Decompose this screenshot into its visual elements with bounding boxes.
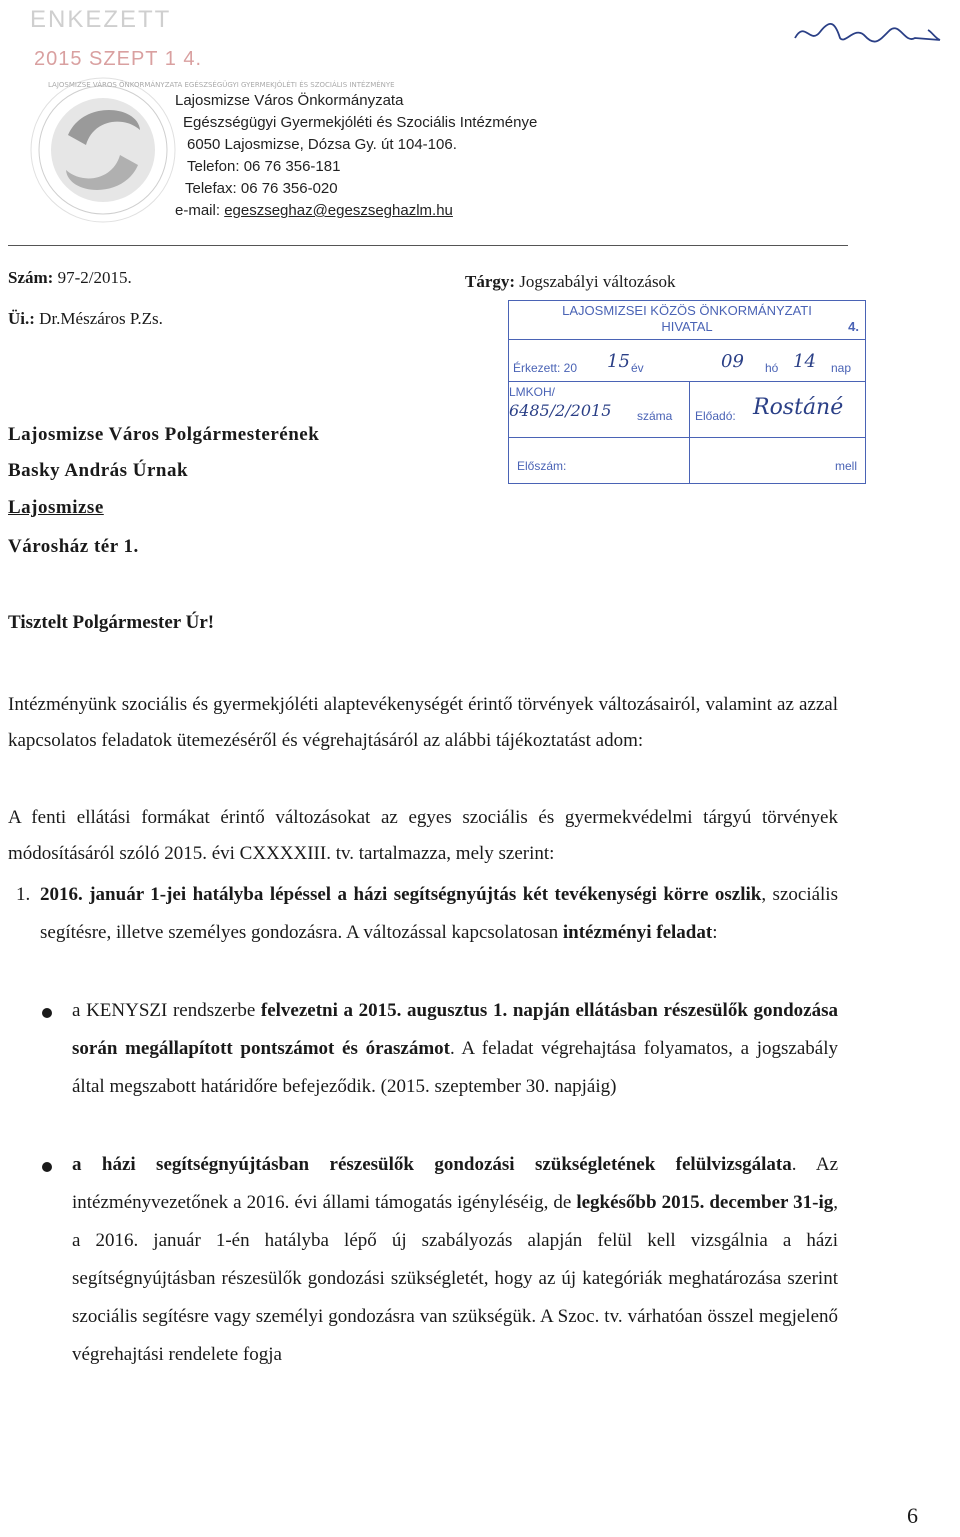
contact-person: [8, 309, 163, 329]
stamp-title1: LAJOSMIZSEI KÖZÖS ÖNKORMÁNYZATI: [562, 303, 812, 318]
bullet-2-bold: a házi segítségnyújtásban részesülők gondozási szükségletének felülvizsgálata: [72, 1154, 792, 1175]
subject: [465, 272, 676, 292]
institution-address: 6050 Lajosmizse, Dózsa Gy. út 104-106.: [187, 136, 457, 153]
stamp-day: 14: [793, 351, 816, 372]
stamp-divider: [509, 381, 865, 382]
institution-fax: Telefax: 06 76 356-020: [185, 180, 338, 197]
item-1-rest: , szociális segítésre, illetve személyes gondozásra. A változással kapcsolatosan: [40, 884, 838, 943]
item-number: 1.: [16, 884, 31, 905]
stamp-month: 09: [721, 351, 744, 372]
stamp-received-row: [509, 351, 865, 379]
addressee-line1: [8, 424, 319, 446]
stamp-nap-label: nap: [831, 361, 852, 375]
stamp-title2: HIVATAL: [661, 319, 713, 334]
bullet-1-bold: felvezetni a 2015. augusztus 1. napján ellátásban részesülők gondozása során megállapított pontszámot és óraszámot: [72, 1000, 838, 1059]
bullet-1-rest: . A feladat végrehajtása folyamatos, a jogszabály által megszabott határidőre befejeződik. (2015. szeptember 30. napjáig): [72, 1038, 838, 1097]
email-link[interactable]: egeszseghaz@egeszseghazlm.hu: [224, 202, 453, 219]
institution-name: Lajosmizse Város Önkormányzata: [175, 92, 404, 109]
stamp-vertical-divider: [689, 381, 690, 483]
header-divider: [8, 245, 848, 246]
item-1-text: [40, 876, 838, 952]
bullet-2-mid: . Az intézményvezetőnek a 2016. évi állami támogatás igényléséig, de: [72, 1154, 839, 1213]
item-1-end: :: [712, 922, 718, 943]
item-1-bold2: intézményi feladat: [562, 922, 713, 943]
stamp-szama-label: száma: [637, 409, 673, 423]
addressee-line3: [8, 497, 104, 519]
stamp-divider: [509, 437, 865, 438]
addressee-city: Lajosmizse: [8, 497, 104, 518]
body-paragraph-1: Intézményünk szociális és gyermekjóléti alaptevékenységét érintő törvények változásairól, valamint az azzal kapcsolatos feladatok ütemezéséről és végrehajtásáról az alábbi tájékoztatást adom:: [8, 694, 838, 751]
stamp-eloado-label: Előadó:: [695, 409, 736, 423]
stamp-ev-label: év: [631, 361, 644, 375]
addressee-line2: [8, 460, 188, 482]
bullet-item-1: [72, 992, 838, 1106]
szam-label: Szám:: [8, 268, 54, 287]
stamp-file-number: 6485/2/2015: [509, 401, 612, 420]
stamp-file-row: [509, 395, 865, 431]
stamp-divider: [509, 339, 865, 340]
bullet-icon: [42, 1162, 52, 1172]
bullet-icon: [42, 1008, 52, 1018]
stamp-title-num: 4.: [848, 319, 859, 334]
stamp-erkezett-label: Érkezett: 20: [513, 361, 578, 375]
stamp-year: 15: [607, 351, 630, 372]
ui-label: Üi.:: [8, 309, 35, 328]
szam-value: 97-2/2015.: [53, 268, 132, 287]
bullet-item-2: [72, 1146, 838, 1374]
bullet-2-rest: , a 2016. január 1-én hatályba lépő új szabályozás alapján felül kell vizsgálnia a házi segítségnyújtásban részesülők gondozási szükségletét, hogy az új kategóriák meghatározása szerint szociális segítésre vagy személyi gondozásra van szükségük. A Szoc. tv. várhatóan összel megjelenő végrehajtási rendelete fogja: [72, 1192, 838, 1365]
item-1-bold: 2016. január 1-jei hatályba lépéssel a házi segítségnyújtás két tevékenységi körre oszlik: [40, 884, 762, 905]
stamp-ho-label: hó: [765, 361, 779, 375]
stamp-eloszam-label: Előszám:: [517, 459, 567, 473]
institution-header: [175, 92, 635, 232]
received-stamp-title: ENKEZETT: [30, 6, 172, 33]
registry-stamp: [508, 300, 866, 484]
ui-value: Dr.Mészáros P.Zs.: [34, 309, 163, 328]
addressee-name: Basky András Úrnak: [8, 460, 189, 481]
targy-label: Tárgy:: [465, 272, 516, 291]
email-label: e-mail:: [175, 202, 225, 219]
targy-value: Jogszabályi változások: [515, 272, 676, 291]
numbered-item-1: [8, 876, 838, 952]
stamp-eloado-value: Rostáné: [753, 395, 844, 420]
stamp-lmkoh-label: LMKOH/: [509, 385, 556, 399]
body-paragraph-2: A fenti ellátási formákat érintő változásokat az egyes szociális és gyermekvédelmi tárgyú törvények módosításáról szóló 2015. évi CXXXXIII. tv. tartalmazza, mely szerint:: [8, 807, 838, 864]
stamp-title2-row: [509, 319, 865, 334]
stamp-mell-label: mell: [834, 459, 857, 473]
reference-number: [8, 268, 132, 288]
institution-subname: Egészségügyi Gyermekjóléti és Szociális Intézménye: [183, 114, 538, 131]
received-stamp-date: 2015 SZEPT 1 4.: [34, 48, 203, 70]
addressee-street: Városház tér 1.: [8, 536, 139, 557]
institution-phone: Telefon: 06 76 356-181: [187, 158, 341, 175]
page-number: 6: [907, 1503, 918, 1528]
logo-ring-text: LAJOSMIZSE VÁROS ÖNKORMÁNYZATA EGÉSZSÉGÜGYI GYERMEKJÓLÉTI ÉS SZOCIÁLIS INTÉZMÉNYE: [48, 81, 395, 89]
addressee-title: Lajosmizse Város Polgármesterének: [8, 424, 320, 445]
salutation: Tisztelt Polgármester Úr!: [8, 612, 215, 633]
institution-email-row: [175, 202, 453, 219]
bullet-2-bold2: legkésőbb 2015. december 31-ig: [576, 1192, 834, 1213]
signature-icon: [790, 10, 950, 50]
addressee-line4: [8, 536, 139, 558]
bullet-1-pre: a KENYSZI rendszerbe: [72, 1000, 261, 1021]
